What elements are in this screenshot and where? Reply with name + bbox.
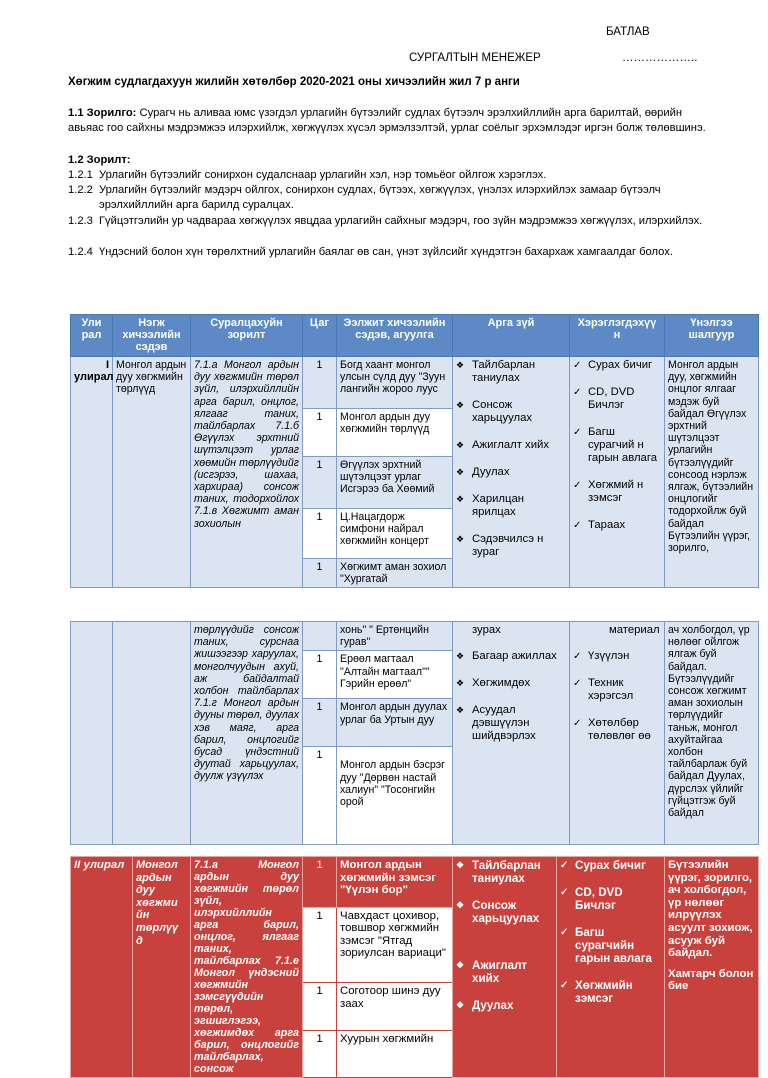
material-item: ✓ Багш сурагчий н гарын авлага bbox=[573, 426, 661, 465]
goal-paragraph bbox=[68, 106, 708, 135]
objective-text: Урлагийн бүтээлийг сонирхон судалснаар урлагийн хэл, нэр томьёог ойлгож хэрэглэх. bbox=[99, 169, 547, 181]
approve-label: БАТЛАВ bbox=[606, 26, 650, 38]
unit-cell bbox=[113, 622, 191, 845]
objective-cell: 7.1.а Монгол ардын дуу хөгжмийн төрөл зүйл, илэрхийллийн арга барил, онцлог, ялгааг таних, тайлбарлах 7.1.б Өгүүлэх эрхтний шүтэлцээт урлаг хөөмийн төрлүүдийг (исгэрээ, шахаа, хархираа) сонсож таних, тодорхойлох 7.1.в Хөгжимт аман зохиолын bbox=[191, 357, 303, 588]
method-item: ❖ Тайлбарлан таниулах bbox=[456, 859, 553, 885]
method-item: ❖ Сэдэвчилсэ н зураг bbox=[456, 533, 566, 559]
header-topic: Ээлжит хичээлийн сэдэв, агуулга bbox=[337, 315, 453, 357]
header-materials: Хэрэглэгдэхүү н bbox=[570, 315, 665, 357]
method-item: ❖ Сонсож харьцуулах bbox=[456, 399, 566, 425]
topic-cell: Чавхдаст цохивор, товшвор хөгжмийн зэмсэг "Ятгад зориулсан вариаци" bbox=[337, 907, 453, 983]
hours-cell: 1 bbox=[303, 1030, 337, 1077]
objectives-label: 1.2 Зорилт: bbox=[68, 154, 131, 166]
hours-cell: 1 bbox=[303, 559, 337, 588]
method-item: ❖ Тайлбарлан таниулах bbox=[456, 359, 566, 385]
hours-cell bbox=[303, 622, 337, 651]
method-item: ❖ Харилцан ярилцах bbox=[456, 493, 566, 519]
materials-cell bbox=[570, 622, 665, 845]
material-item: ✓ Хөгжмий н зэмсэг bbox=[573, 479, 661, 505]
assessment-text-2: Хамтарч болон бие bbox=[668, 967, 754, 993]
season-cell bbox=[71, 622, 113, 845]
topic-cell: Монгол ардын дуулах урлаг ба Уртын дуу bbox=[337, 699, 453, 747]
curriculum-table-part-1 bbox=[70, 314, 759, 588]
assessment-cell: ач холбогдол, үр нөлөөг ойлгож ялгаж буй байдал. Бүтээлүүдийг сонсож хөгжимт аман зохиолын төрлүүдийг таньж, монгол ахуйтайгаа холбон тайлбарлаж буй байдал Дуулах, дүрслэх үйлийг гүйцэтгэж буй байдал bbox=[665, 622, 759, 845]
method-item: ❖ Ажиглалт хийх bbox=[456, 959, 553, 985]
objective-number: 1.2.2 bbox=[68, 184, 93, 196]
objective-cell: төрлүүдийг сонсож таних, сурснаа жишээгээр харуулах, монголчуудын ахуй, аж байдалтай холбон тайлбарлах 7.1.г Монгол ардын дууны төрөл, дуулах хэв маяг, арга барил, онцлогийг бусад үндэстний дуутай харьцуулах, дуулж үзүүлэх bbox=[191, 622, 303, 845]
objective-number: 1.2.3 bbox=[68, 215, 93, 227]
material-item: ✓ CD, DVD Бичлэг bbox=[573, 386, 661, 412]
document-title: Хөгжим судлагдахуун жилийн хөтөлбөр 2020-2021 оны хичээлийн жил 7 р анги bbox=[68, 76, 520, 88]
methods-cell bbox=[453, 357, 570, 588]
header-methods: Арга зүй bbox=[453, 315, 570, 357]
hours-cell: 1 bbox=[303, 357, 337, 409]
material-item: ✓ Техник хэрэгсэл bbox=[573, 677, 661, 703]
header-unit: Нэгж хичээлийн сэдэв bbox=[113, 315, 191, 357]
material-item: ✓ CD, DVD Бичлэг bbox=[560, 886, 661, 912]
topic-cell: Богд хаант монгол улсын сүлд дуу "Зуун лангийн жороо луус bbox=[337, 357, 453, 409]
material-continued: материал bbox=[609, 624, 660, 636]
objective-item bbox=[68, 183, 708, 214]
method-item: ❖ Багаар ажиллах bbox=[456, 650, 566, 663]
header-objective: Суралцахуйн зорилт bbox=[191, 315, 303, 357]
objective-text: Урлагийн бүтээлийг мэдэрч ойлгох, сонирхон судлах, бүтээх, хөгжүүлэх, үнэлэх илэрхийлэх замаар бүтээлч эрэлхийллийн арга барилд суралцах. bbox=[99, 184, 661, 211]
season-cell: II улирал bbox=[71, 857, 133, 1078]
curriculum-table-part-3 bbox=[70, 856, 759, 1078]
topic-cell: Ерөөл магтаал "Алтайн магтаал"" Гэрийн ерөөл" bbox=[337, 651, 453, 699]
material-item: ✓ Сурах бичиг bbox=[573, 359, 661, 372]
goal-label: 1.1 Зорилго: bbox=[68, 107, 137, 119]
header-assessment: Үнэлгээ шалгуур bbox=[665, 315, 759, 357]
assessment-cell: Монгол ардын дуу, хөгжмийн онцлог ялгааг мэдэж буй байдал Өгүүлэх эрхтний шүтэлцээт урлагийн бүтээлүүдийг сонсоод нэрлэж ялгаж, бүтээлийн онцлогийг тодорхойлж буй байдал Бүтээлийн үүрэг, зорилго, bbox=[665, 357, 759, 588]
material-item: ✓ Үзүүлэн bbox=[573, 650, 661, 663]
season-cell: I улирал bbox=[71, 357, 113, 588]
method-item: ❖ Сонсож харьцуулах bbox=[456, 899, 553, 925]
material-item: ✓ Хөгжмийн зэмсэг bbox=[560, 979, 661, 1005]
materials-cell bbox=[557, 857, 665, 1078]
assessment-cell bbox=[665, 857, 759, 1078]
materials-cell bbox=[570, 357, 665, 588]
material-item: ✓ Багш сурагчийн гарын авлага bbox=[560, 926, 661, 965]
objective-text: Гүйцэтгэлийн ур чадвараа хөгжүүлэх явцдаа урлагийн сайхныг мэдэрч, гоо зүйн мэдрэмжээ хөгжүүлэх, илэрхийлэх. bbox=[99, 215, 703, 227]
topic-cell: хонь" " Ертөнцийн гурав" bbox=[337, 622, 453, 651]
method-item: ❖ Ажиглалт хийх bbox=[456, 439, 566, 452]
hours-cell: 1 bbox=[303, 747, 337, 845]
topic-cell: Ц.Нацагдорж симфони найрал хөгжмийн концерт bbox=[337, 509, 453, 559]
header-season: Ули рал bbox=[71, 315, 113, 357]
topic-cell: Монгол ардын дуу хөгжмийн төрлүүд bbox=[337, 409, 453, 457]
objective-text: Үндэсний болон хүн төрөлхтний урлагийн баялаг өв сан, үнэт зүйлсийг хүндэтгэн бахархаж хамгаалдаг болох. bbox=[99, 246, 673, 258]
method-item: ❖ Дуулах bbox=[456, 999, 553, 1012]
assessment-text: Бүтээлийн үүрэг, зорилго, ач холбогдол, үр нөлөөг илрүүлэх асуулт зохиож, асууж буй байдал. bbox=[668, 859, 753, 960]
signature-line: ……………….. bbox=[622, 52, 698, 64]
hours-cell: 1 bbox=[303, 509, 337, 559]
objective-number: 1.2.4 bbox=[68, 246, 93, 258]
objective-item bbox=[68, 245, 708, 276]
objective-item bbox=[68, 168, 708, 184]
methods-cell bbox=[453, 857, 557, 1078]
hours-cell: 1 bbox=[303, 457, 337, 509]
material-item: ✓ Тараах bbox=[573, 519, 661, 532]
material-item: ✓ Хөтөлбөр төлөвлөг өө bbox=[573, 717, 661, 743]
objective-number: 1.2.1 bbox=[68, 169, 93, 181]
topic-cell: Монгол ардын хөгжмийн зэмсэг "Үүлэн бор" bbox=[337, 857, 453, 908]
unit-cell: Монгол ардын дуу хөгжмийн төрлүүд bbox=[113, 357, 191, 588]
curriculum-table-part-2 bbox=[70, 621, 759, 845]
method-item: ❖ Дуулах bbox=[456, 466, 566, 479]
method-continued: зурах bbox=[472, 624, 501, 636]
material-item: ✓ Сурах бичиг bbox=[560, 859, 661, 872]
topic-cell: Өгүүлэх эрхтний шүтэлцээт урлаг Исгэрээ ба Хөөмий bbox=[337, 457, 453, 509]
topic-cell: Соготоор шинэ дуу заах bbox=[337, 983, 453, 1030]
manager-label: СУРГАЛТЫН МЕНЕЖЕР bbox=[409, 52, 541, 64]
topic-cell: Хөгжимт аман зохиол "Хургатай bbox=[337, 559, 453, 588]
header-hours: Цаг bbox=[303, 315, 337, 357]
hours-cell: 1 bbox=[303, 409, 337, 457]
goal-text: Сурагч нь аливаа юмс үзэгдэл урлагийн бүтээлийг судлах бүтээлч эрэлхийллийн арга барилтай, өөрийн авьяас гоо сайхны мэдрэмжээ илэрхийлж, хөгжүүлэх хүсэл эрмэлзэлтэй, урлаг соёлыг эрхэмлэдэг иргэн болж төлөвшинэ. bbox=[68, 107, 706, 134]
methods-cell bbox=[453, 622, 570, 845]
hours-cell: 1 bbox=[303, 907, 337, 983]
method-item: ❖ Хөгжимдөх bbox=[456, 677, 566, 690]
hours-cell: 1 bbox=[303, 857, 337, 908]
hours-cell: 1 bbox=[303, 651, 337, 699]
topic-cell: Хуурын хөгжмийн bbox=[337, 1030, 453, 1077]
topic-cell: Монгол ардын бэсрэг дуу "Дөрвөн настай халиун" "Тосонгийн орой bbox=[337, 747, 453, 845]
objective-item bbox=[68, 214, 708, 245]
method-item: ❖ Асуудал дэвшүүлэн шийдвэрлэх bbox=[456, 704, 566, 743]
unit-cell: Монгол ардын дуу хөгжми йн төрлүү д bbox=[133, 857, 191, 1078]
hours-cell: 1 bbox=[303, 699, 337, 747]
objective-cell: 7.1.а Монгол ардын дуу хөгжмийн төрөл зүйл, илэрхийллийн арга барил, онцлог, ялгааг таних, тайлбарлах 7.1.е Монгол үндэсний хөгжмийн зэмсгүүдийн төрөл, эгшиглэгээ, хөгжимдөх арга барил, онцлогийг тайлбарлах, сонсож bbox=[191, 857, 303, 1078]
hours-cell: 1 bbox=[303, 983, 337, 1030]
